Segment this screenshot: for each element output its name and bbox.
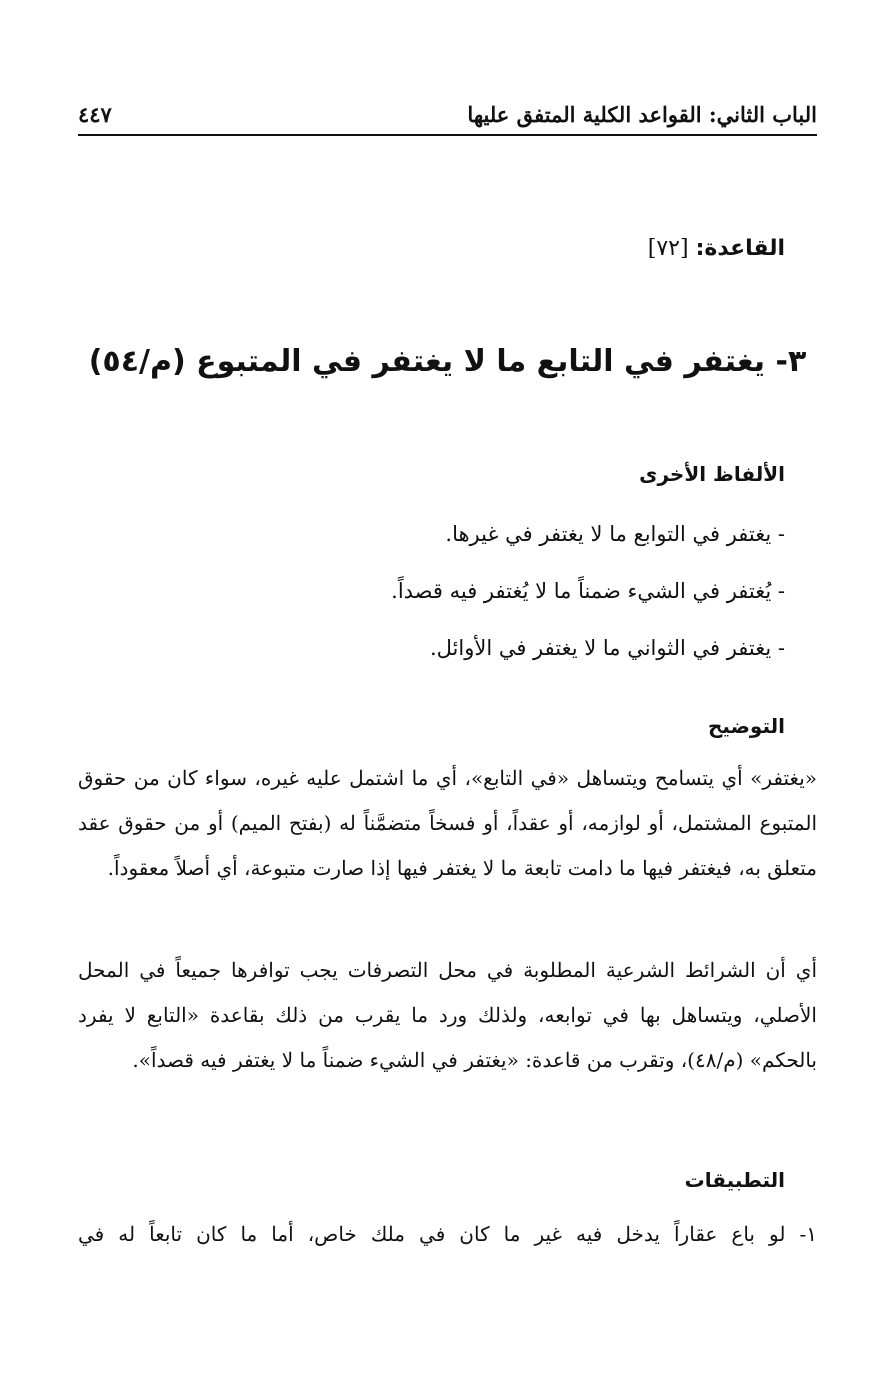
page-number: ٤٤٧ [78,102,112,127]
wording-item: - يُغتفر في الشيء ضمناً ما لا يُغتفر فيه قصداً. [391,579,785,603]
chapter-title: الباب الثاني: القواعد الكلية المتفق عليها [467,102,817,127]
wording-item: - يغتفر في التوابع ما لا يغتفر في غيرها. [445,522,785,546]
wording-item: - يغتفر في الثواني ما لا يغتفر في الأوائل. [429,636,785,660]
other-wordings-heading: الألفاظ الأخرى [639,462,785,486]
application-item: ١- لو باع عقاراً يدخل فيه غير ما كان في ملك خاص، أما ما كان تابعاً له في [78,1222,817,1246]
rule-number: [٧٢] [647,236,689,261]
explanation-paragraph: «يغتفر» أي يتسامح ويتساهل «في التابع»، أي ما اشتمل عليه غيره، سواء كان من حقوق المتبوع المشتمل، أو لوازمه، أو عقداً، أو فسخاً متضمَّناً له (بفتح الميم) أو من حقوق عقد متعلق به، فيغتفر فيها ما دامت تابعة ما لا يغتفر فيها إذا صارت متبوعة، أي أصلاً معقوداً. [78,766,817,880]
explanation-paragraph: أي أن الشرائط الشرعية المطلوبة في محل التصرفات يجب توافرها جميعاً في المحل الأصلي، ويتساهل بها في توابعه، ولذلك ورد ما يقرب من ذلك بقاعدة «التابع لا يفرد بالحكم» (م/٤٨)، وتقرب من قاعدة: «يغتفر في الشيء ضمناً ما لا يغتفر فيه قصداً». [78,958,817,1072]
rule-label [648,236,785,261]
running-header [78,100,817,136]
applications-heading: التطبيقات [684,1168,785,1192]
rule-title: ٣- يغتفر في التابع ما لا يغتفر في المتبوع (م/٥٤) [88,344,807,379]
explanation-heading: التوضيح [708,714,785,738]
rule-label-text: القاعدة: [695,236,785,261]
